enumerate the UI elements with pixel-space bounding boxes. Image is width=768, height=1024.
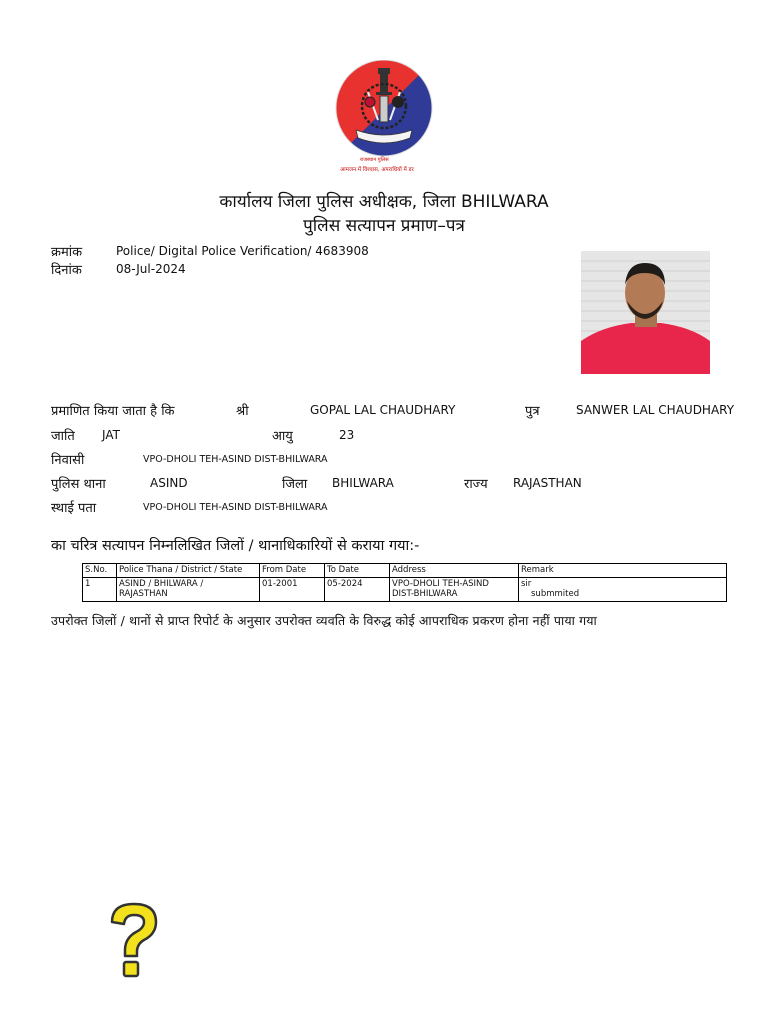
age-label: आयु: [272, 429, 293, 444]
thana-label: पुलिस थाना: [51, 477, 106, 492]
thana-value: ASIND: [150, 476, 188, 490]
cell-sno: 1: [83, 578, 117, 602]
resident-value: VPO-DHOLI TEH-ASIND DIST-BHILWARA: [143, 454, 328, 465]
table-row: [83, 578, 727, 602]
page-title: पुलिस सत्यापन प्रमाण–पत्र: [303, 216, 465, 236]
logo-ribbon-text: राजस्थान पुलिस: [360, 157, 389, 163]
verification-statement: का चरित्र सत्यापन निम्नलिखित जिलों / थानाधिकारियों से कराया गया:-: [51, 538, 420, 554]
question-mark-icon: [104, 900, 164, 984]
table-header-row: [83, 564, 727, 578]
kramank-label: क्रमांक: [51, 245, 83, 260]
cell-thana-line2: RAJASTHAN: [119, 589, 168, 599]
cell-police-thana: [117, 578, 260, 602]
applicant-photo-icon: [581, 251, 710, 374]
cell-from-date: 01-2001: [260, 578, 325, 602]
col-to-date: To Date: [325, 564, 390, 578]
col-sno: S.No.: [83, 564, 117, 578]
conclusion-text: उपरोक्त जिलों / थानों से प्राप्त रिपोर्ट के अनुसार उपरोक्त व्यवति के विरुद्ध कोई आपराधिक प्रकरण होना नहीं पाया गया: [51, 613, 597, 628]
verification-table: [82, 563, 727, 602]
kramank-value: Police/ Digital Police Verification/ 4683908: [116, 244, 369, 258]
caste-label: जाति: [51, 429, 75, 444]
applicant-photo: [581, 251, 710, 374]
district-value: BHILWARA: [332, 476, 394, 490]
cell-remark-line1: sir: [521, 579, 532, 589]
cell-address: [390, 578, 519, 602]
permanent-address-label: स्थाई पता: [51, 501, 97, 516]
logo-motto: आमजन में विश्वास, अपराधियों में डर: [340, 167, 414, 173]
district-label: जिला: [282, 477, 308, 492]
office-heading: कार्यालय जिला पुलिस अधीक्षक, जिला BHILWARA: [219, 192, 549, 212]
col-address: Address: [390, 564, 519, 578]
col-from-date: From Date: [260, 564, 325, 578]
father-name: SANWER LAL CHAUDHARY: [576, 403, 735, 417]
shri-label: श्री: [236, 404, 249, 419]
certified-label: प्रमाणित किया जाता है कि: [51, 404, 175, 419]
cell-address-line2: DIST-BHILWARA: [392, 589, 458, 599]
cell-to-date: 05-2024: [325, 578, 390, 602]
son-of-label: पुत्र: [525, 404, 540, 419]
applicant-name: GOPAL LAL CHAUDHARY: [310, 403, 456, 417]
age-value: 23: [339, 428, 355, 442]
col-police-thana: Police Thana / District / State: [117, 564, 260, 578]
rajasthan-police-logo: [334, 60, 434, 178]
cell-remark-line2: submmited: [531, 589, 580, 599]
caste-value: JAT: [102, 428, 120, 442]
resident-label: निवासी: [51, 453, 85, 468]
cell-thana-line1: ASIND / BHILWARA /: [119, 579, 204, 589]
state-value: RAJASTHAN: [513, 476, 582, 490]
cell-address-line1: VPO-DHOLI TEH-ASIND: [392, 579, 489, 589]
permanent-address-value: VPO-DHOLI TEH-ASIND DIST-BHILWARA: [143, 502, 328, 513]
cell-remark: [519, 578, 727, 602]
col-remark: Remark: [519, 564, 727, 578]
dinank-value: 08-Jul-2024: [116, 262, 186, 276]
dinank-label: दिनांक: [51, 263, 82, 278]
state-label: राज्य: [464, 477, 488, 492]
